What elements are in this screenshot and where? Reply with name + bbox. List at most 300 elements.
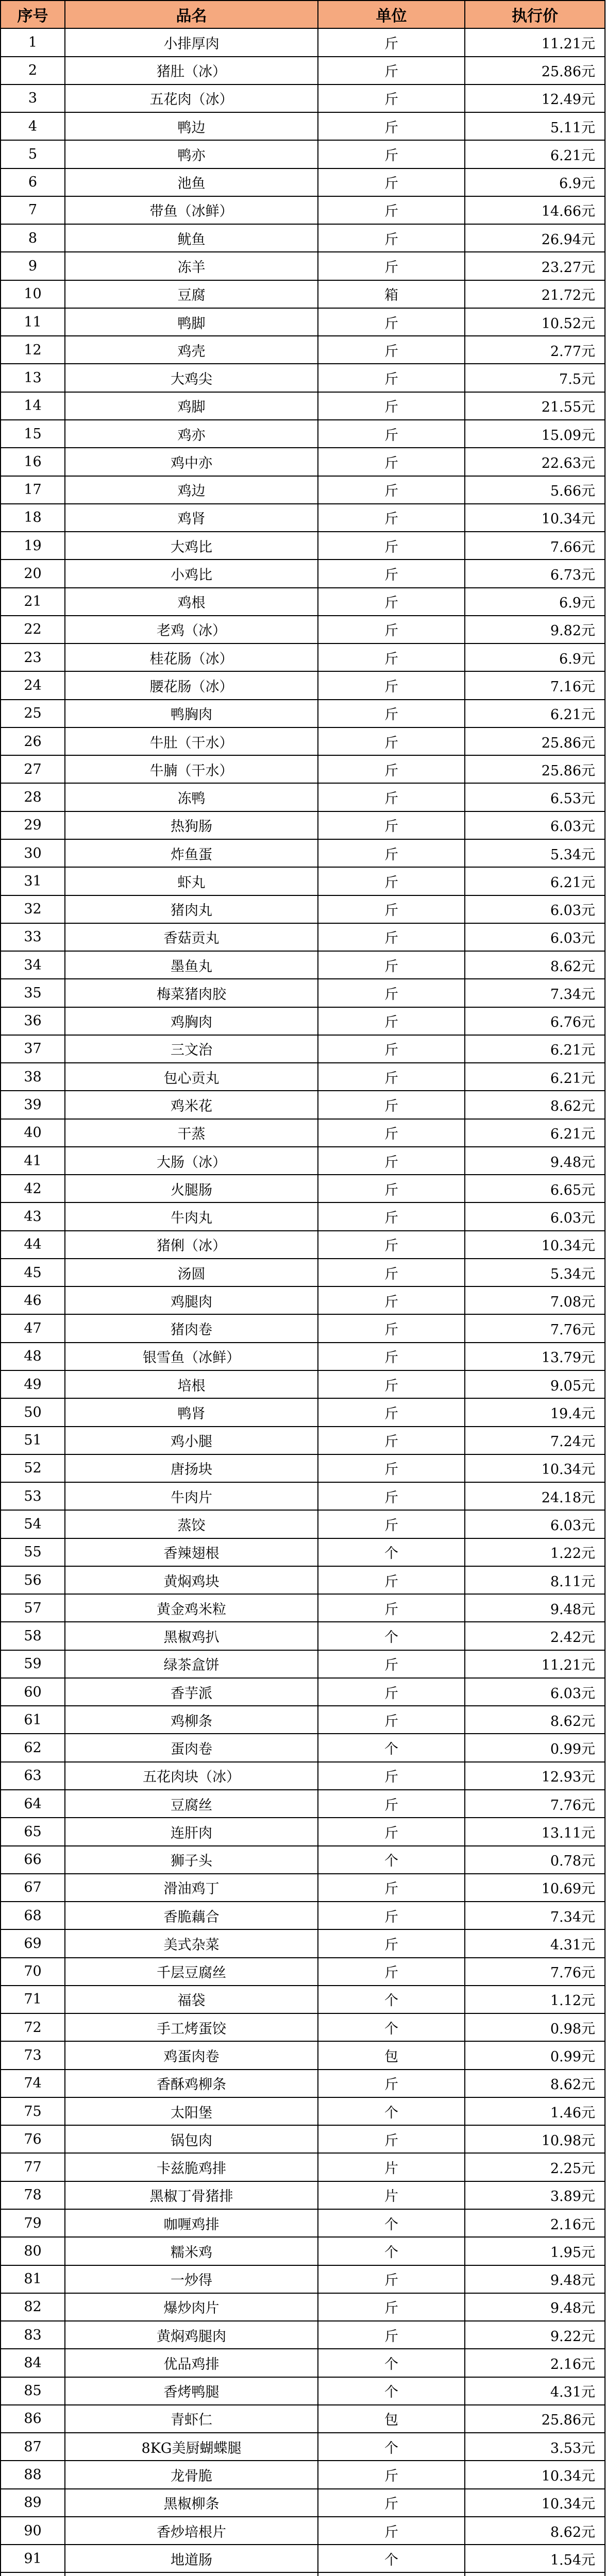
cell-price [465, 2572, 605, 2576]
table-row [1, 643, 605, 671]
table-row [1, 1706, 605, 1734]
table-row [1, 2070, 605, 2097]
cell-item-name: 黑椒丁骨猪排 [65, 2181, 318, 2209]
table-row [1, 2377, 605, 2405]
cell-price: 8.62元 [465, 951, 605, 979]
cell-serial-number: 30 [1, 839, 65, 867]
cell-price: 2.42元 [465, 1622, 605, 1650]
cell-unit: 斤 [318, 1063, 465, 1091]
cell-item-name: 鸡壳 [65, 336, 318, 364]
table-row [1, 308, 605, 336]
table-row [1, 1398, 605, 1426]
cell-item-name: 五花肉块（冰） [65, 1762, 318, 1790]
cell-item-name: 连肝肉 [65, 1818, 318, 1845]
cell-item-name: 五花肉（冰） [65, 84, 318, 112]
cell-item-name: 黄焖鸡腿肉 [65, 2321, 318, 2349]
cell-price: 5.11元 [465, 112, 605, 140]
cell-item-name: 冻鸭 [65, 783, 318, 811]
table-row [1, 2041, 605, 2069]
cell-unit: 斤 [318, 2461, 465, 2488]
cell-unit: 斤 [318, 392, 465, 420]
cell-item-name: 糯米鸡 [65, 2237, 318, 2265]
cell-unit: 斤 [318, 28, 465, 56]
cell-serial-number: 24 [1, 671, 65, 699]
header-row [1, 1, 605, 28]
table-row [1, 252, 605, 280]
table-row [1, 336, 605, 364]
table-row [1, 1314, 605, 1342]
cell-serial-number: 55 [1, 1538, 65, 1566]
cell-price: 10.34元 [465, 2461, 605, 2488]
cell-item-name: 香菇贡丸 [65, 923, 318, 951]
cell-item-name: 鸡亦 [65, 420, 318, 448]
cell-serial-number: 60 [1, 1678, 65, 1706]
cell-serial-number: 52 [1, 1454, 65, 1482]
cell-serial-number: 75 [1, 2097, 65, 2125]
cell-item-name: 卡兹脆鸡排 [65, 2153, 318, 2181]
cell-unit: 斤 [318, 1594, 465, 1622]
table-row [1, 2489, 605, 2517]
cell-item-name: 鸡胸肉 [65, 1007, 318, 1035]
cell-unit: 斤 [318, 224, 465, 252]
cell-price: 3.89元 [465, 2181, 605, 2209]
cell-serial-number: 15 [1, 420, 65, 448]
cell-price: 8.11元 [465, 1566, 605, 1594]
cell-serial-number: 71 [1, 1986, 65, 2013]
cell-item-name: 手工烤蛋饺 [65, 2013, 318, 2041]
cell-item-name: 猪肉丸 [65, 895, 318, 923]
cell-price: 2.16元 [465, 2209, 605, 2237]
cell-price: 25.86元 [465, 57, 605, 84]
cell-item-name: 鱿鱼 [65, 224, 318, 252]
cell-unit: 斤 [318, 923, 465, 951]
table-row [1, 1622, 605, 1650]
cell-item-name: 小鸡比 [65, 560, 318, 587]
cell-price: 8.62元 [465, 2070, 605, 2097]
cell-price: 23.27元 [465, 252, 605, 280]
table-row [1, 1790, 605, 1818]
table-row [1, 1202, 605, 1230]
cell-price: 9.22元 [465, 2321, 605, 2349]
cell-price: 10.34元 [465, 2489, 605, 2517]
cell-serial-number: 28 [1, 783, 65, 811]
cell-serial-number: 4 [1, 112, 65, 140]
table-row [1, 2461, 605, 2488]
cell-serial-number: 82 [1, 2293, 65, 2321]
cell-serial-number: 37 [1, 1035, 65, 1063]
cell-price: 6.21元 [465, 1119, 605, 1147]
cell-serial-number: 39 [1, 1091, 65, 1118]
cell-unit: 斤 [318, 1510, 465, 1538]
cell-item-name: 唐扬块 [65, 1454, 318, 1482]
cell-unit: 斤 [318, 448, 465, 476]
table-row [1, 224, 605, 252]
cell-serial-number: 25 [1, 700, 65, 727]
cell-unit: 个 [318, 1986, 465, 2013]
cell-unit: 斤 [318, 2489, 465, 2517]
cell-serial-number: 14 [1, 392, 65, 420]
cell-serial-number: 64 [1, 1790, 65, 1818]
cell-serial-number: 2 [1, 57, 65, 84]
cell-unit: 斤 [318, 1202, 465, 1230]
cell-item-name: 小排厚肉 [65, 28, 318, 56]
table-row [1, 1482, 605, 1510]
table-row [1, 2097, 605, 2125]
cell-item-name: 鸡柳条 [65, 1706, 318, 1734]
table-row [1, 2209, 605, 2237]
cell-item-name: 猪肉卷 [65, 1314, 318, 1342]
cell-serial-number: 78 [1, 2181, 65, 2209]
cell-price: 6.76元 [465, 1007, 605, 1035]
table-row [1, 1454, 605, 1482]
cell-unit: 斤 [318, 196, 465, 224]
cell-item-name: 千层豆腐丝 [65, 1958, 318, 1986]
cell-serial-number: 54 [1, 1510, 65, 1538]
cell-unit: 斤 [318, 783, 465, 811]
cell-unit: 斤 [318, 2125, 465, 2153]
cell-item-name: 香脆藕合 [65, 1902, 318, 1929]
cell-unit: 斤 [318, 112, 465, 140]
cell-price: 7.76元 [465, 1314, 605, 1342]
cell-serial-number: 85 [1, 2377, 65, 2405]
cell-unit: 斤 [318, 700, 465, 727]
cell-price: 9.05元 [465, 1370, 605, 1398]
table-row [1, 280, 605, 308]
cell-price: 0.78元 [465, 1846, 605, 1874]
table-row [1, 28, 605, 56]
cell-item-name: 滑油鸡丁 [65, 1874, 318, 1902]
cell-item-name: 包心贡丸 [65, 1063, 318, 1091]
cell-serial-number: 72 [1, 2013, 65, 2041]
cell-serial-number: 43 [1, 1202, 65, 1230]
cell-unit: 斤 [318, 1482, 465, 1510]
cell-item-name [65, 2572, 318, 2576]
cell-unit: 斤 [318, 1175, 465, 1202]
cell-price: 12.49元 [465, 84, 605, 112]
cell-item-name: 鸭边 [65, 112, 318, 140]
cell-price: 2.25元 [465, 2153, 605, 2181]
cell-item-name: 大鸡比 [65, 532, 318, 560]
table-row [1, 448, 605, 476]
cell-serial-number: 61 [1, 1706, 65, 1734]
cell-serial-number: 48 [1, 1343, 65, 1370]
cell-serial-number: 36 [1, 1007, 65, 1035]
cell-price: 5.34元 [465, 839, 605, 867]
table-row [1, 1734, 605, 1761]
cell-item-name: 福袋 [65, 1986, 318, 2013]
cell-unit: 个 [318, 1622, 465, 1650]
cell-item-name: 汤圆 [65, 1259, 318, 1286]
cell-unit: 斤 [318, 2070, 465, 2097]
cell-item-name: 锅包肉 [65, 2125, 318, 2153]
table-row [1, 84, 605, 112]
table-row [1, 1286, 605, 1314]
table-row [1, 2237, 605, 2265]
table-row [1, 140, 605, 168]
cell-serial-number: 63 [1, 1762, 65, 1790]
cell-price: 8.62元 [465, 2517, 605, 2545]
cell-unit: 斤 [318, 1231, 465, 1259]
cell-item-name: 地道肠 [65, 2545, 318, 2572]
table-row [1, 2572, 605, 2576]
cell-price: 9.48元 [465, 2293, 605, 2321]
cell-price: 2.16元 [465, 2349, 605, 2377]
cell-item-name: 蛋肉卷 [65, 1734, 318, 1761]
cell-serial-number: 34 [1, 951, 65, 979]
table-row [1, 476, 605, 504]
cell-item-name: 池鱼 [65, 168, 318, 196]
cell-price: 3.53元 [465, 2433, 605, 2461]
cell-serial-number: 8 [1, 224, 65, 252]
cell-unit: 斤 [318, 336, 465, 364]
cell-serial-number: 13 [1, 364, 65, 392]
table-row [1, 168, 605, 196]
cell-price: 4.31元 [465, 2377, 605, 2405]
cell-item-name: 黑椒鸡扒 [65, 1622, 318, 1650]
cell-unit: 斤 [318, 1398, 465, 1426]
cell-serial-number: 51 [1, 1427, 65, 1454]
cell-item-name: 鸭脚 [65, 308, 318, 336]
cell-price: 6.73元 [465, 560, 605, 587]
cell-item-name: 梅菜猪肉胶 [65, 979, 318, 1007]
cell-price: 7.66元 [465, 532, 605, 560]
cell-item-name: 香酥鸡柳条 [65, 2070, 318, 2097]
cell-unit: 个 [318, 2013, 465, 2041]
cell-price: 10.34元 [465, 504, 605, 532]
cell-serial-number: 18 [1, 504, 65, 532]
cell-price: 6.21元 [465, 700, 605, 727]
table-row [1, 616, 605, 643]
table-row [1, 2153, 605, 2181]
cell-item-name: 墨鱼丸 [65, 951, 318, 979]
table-body [1, 28, 605, 2576]
cell-item-name: 大肠（冰） [65, 1147, 318, 1175]
cell-item-name: 鸭亦 [65, 140, 318, 168]
cell-unit: 斤 [318, 140, 465, 168]
cell-serial-number: 79 [1, 2209, 65, 2237]
cell-price: 6.9元 [465, 588, 605, 616]
cell-unit: 斤 [318, 1427, 465, 1454]
table-row [1, 1370, 605, 1398]
cell-unit: 斤 [318, 2517, 465, 2545]
cell-unit: 个 [318, 1734, 465, 1761]
cell-item-name: 爆炒肉片 [65, 2293, 318, 2321]
cell-price: 6.53元 [465, 783, 605, 811]
table-row [1, 2405, 605, 2433]
cell-price: 6.03元 [465, 1510, 605, 1538]
table-row [1, 867, 605, 895]
cell-item-name: 冻羊 [65, 252, 318, 280]
table-row [1, 196, 605, 224]
cell-item-name: 鸡肾 [65, 504, 318, 532]
cell-price: 9.48元 [465, 1594, 605, 1622]
cell-item-name: 咖喱鸡排 [65, 2209, 318, 2237]
cell-serial-number: 91 [1, 2545, 65, 2572]
cell-item-name: 8KG美厨蝴蝶腿 [65, 2433, 318, 2461]
cell-serial-number: 67 [1, 1874, 65, 1902]
cell-price: 14.66元 [465, 196, 605, 224]
table-row [1, 1063, 605, 1091]
table-row [1, 1874, 605, 1902]
cell-serial-number: 74 [1, 2070, 65, 2097]
cell-price: 6.03元 [465, 895, 605, 923]
cell-unit: 斤 [318, 1454, 465, 1482]
cell-price: 7.24元 [465, 1427, 605, 1454]
table-row [1, 1566, 605, 1594]
cell-unit: 个 [318, 2545, 465, 2572]
cell-unit: 个 [318, 1846, 465, 1874]
cell-serial-number: 19 [1, 532, 65, 560]
cell-item-name: 牛肉片 [65, 1482, 318, 1510]
cell-unit: 斤 [318, 1818, 465, 1845]
cell-unit: 斤 [318, 504, 465, 532]
cell-serial-number [1, 2572, 65, 2576]
cell-unit: 斤 [318, 1650, 465, 1678]
cell-price: 13.79元 [465, 1343, 605, 1370]
cell-price: 0.99元 [465, 2041, 605, 2069]
cell-item-name: 香烤鸭腿 [65, 2377, 318, 2405]
cell-serial-number: 88 [1, 2461, 65, 2488]
cell-item-name: 青虾仁 [65, 2405, 318, 2433]
cell-unit: 斤 [318, 2321, 465, 2349]
cell-price: 21.72元 [465, 280, 605, 308]
table-row [1, 1259, 605, 1286]
cell-unit: 包 [318, 2041, 465, 2069]
cell-unit: 斤 [318, 979, 465, 1007]
cell-unit: 斤 [318, 1147, 465, 1175]
cell-serial-number: 57 [1, 1594, 65, 1622]
cell-serial-number: 49 [1, 1370, 65, 1398]
table-row [1, 1678, 605, 1706]
cell-item-name: 干蒸 [65, 1119, 318, 1147]
cell-unit: 斤 [318, 867, 465, 895]
cell-unit: 个 [318, 2209, 465, 2237]
cell-unit: 个 [318, 1538, 465, 1566]
cell-price: 6.03元 [465, 1202, 605, 1230]
table-row [1, 2125, 605, 2153]
cell-price: 7.76元 [465, 1958, 605, 1986]
table-row [1, 1510, 605, 1538]
cell-item-name: 香辣翅根 [65, 1538, 318, 1566]
cell-price: 13.11元 [465, 1818, 605, 1845]
cell-serial-number: 77 [1, 2153, 65, 2181]
cell-unit: 斤 [318, 308, 465, 336]
cell-price: 7.16元 [465, 671, 605, 699]
cell-price: 11.21元 [465, 1650, 605, 1678]
cell-serial-number: 46 [1, 1286, 65, 1314]
header-unit: 单位 [318, 1, 465, 28]
cell-price: 22.63元 [465, 448, 605, 476]
table-row [1, 839, 605, 867]
cell-unit: 个 [318, 2237, 465, 2265]
cell-serial-number: 31 [1, 867, 65, 895]
cell-unit: 片 [318, 2153, 465, 2181]
cell-unit: 斤 [318, 1314, 465, 1342]
header-price: 执行价 [465, 1, 605, 28]
cell-unit: 斤 [318, 84, 465, 112]
cell-serial-number: 12 [1, 336, 65, 364]
cell-serial-number: 62 [1, 1734, 65, 1761]
cell-serial-number: 65 [1, 1818, 65, 1845]
cell-serial-number: 7 [1, 196, 65, 224]
cell-serial-number: 89 [1, 2489, 65, 2517]
cell-item-name: 炸鱼蛋 [65, 839, 318, 867]
table-row [1, 1958, 605, 1986]
cell-price: 6.9元 [465, 643, 605, 671]
cell-price: 1.54元 [465, 2545, 605, 2572]
cell-item-name: 鸡边 [65, 476, 318, 504]
cell-item-name: 香炒培根片 [65, 2517, 318, 2545]
table-row [1, 727, 605, 755]
cell-unit: 斤 [318, 57, 465, 84]
cell-unit: 箱 [318, 280, 465, 308]
table-row [1, 1846, 605, 1874]
cell-serial-number: 50 [1, 1398, 65, 1426]
cell-unit: 斤 [318, 1119, 465, 1147]
cell-unit: 斤 [318, 168, 465, 196]
cell-serial-number: 9 [1, 252, 65, 280]
cell-unit: 斤 [318, 588, 465, 616]
cell-item-name: 鸡脚 [65, 392, 318, 420]
cell-unit: 片 [318, 2181, 465, 2209]
table-row [1, 2321, 605, 2349]
cell-serial-number: 38 [1, 1063, 65, 1091]
cell-item-name: 桂花肠（冰） [65, 643, 318, 671]
cell-price: 7.76元 [465, 1790, 605, 1818]
cell-serial-number: 69 [1, 1929, 65, 1957]
cell-unit: 斤 [318, 252, 465, 280]
cell-serial-number: 44 [1, 1231, 65, 1259]
cell-price: 6.9元 [465, 168, 605, 196]
cell-price: 6.65元 [465, 1175, 605, 1202]
table-row [1, 923, 605, 951]
cell-unit: 斤 [318, 1259, 465, 1286]
table-row [1, 895, 605, 923]
cell-serial-number: 41 [1, 1147, 65, 1175]
table-row [1, 2433, 605, 2461]
cell-item-name: 香芋派 [65, 1678, 318, 1706]
cell-serial-number: 42 [1, 1175, 65, 1202]
cell-serial-number: 87 [1, 2433, 65, 2461]
table-row [1, 1818, 605, 1845]
table-row [1, 1650, 605, 1678]
table-row [1, 1762, 605, 1790]
cell-serial-number: 27 [1, 755, 65, 783]
cell-unit: 斤 [318, 1286, 465, 1314]
cell-unit: 斤 [318, 1929, 465, 1957]
table-row [1, 811, 605, 839]
cell-serial-number: 84 [1, 2349, 65, 2377]
table-row [1, 1902, 605, 1929]
table-row [1, 504, 605, 532]
cell-serial-number: 1 [1, 28, 65, 56]
cell-unit: 斤 [318, 1091, 465, 1118]
cell-item-name: 猪肚（冰） [65, 57, 318, 84]
cell-price: 1.12元 [465, 1986, 605, 2013]
cell-serial-number: 22 [1, 616, 65, 643]
cell-price: 15.09元 [465, 420, 605, 448]
table-row [1, 755, 605, 783]
cell-unit: 个 [318, 2097, 465, 2125]
table-row [1, 979, 605, 1007]
cell-serial-number: 53 [1, 1482, 65, 1510]
cell-unit: 包 [318, 2405, 465, 2433]
cell-item-name: 老鸡（冰） [65, 616, 318, 643]
table-row [1, 112, 605, 140]
cell-price: 11.21元 [465, 28, 605, 56]
cell-serial-number: 10 [1, 280, 65, 308]
cell-price: 6.03元 [465, 923, 605, 951]
